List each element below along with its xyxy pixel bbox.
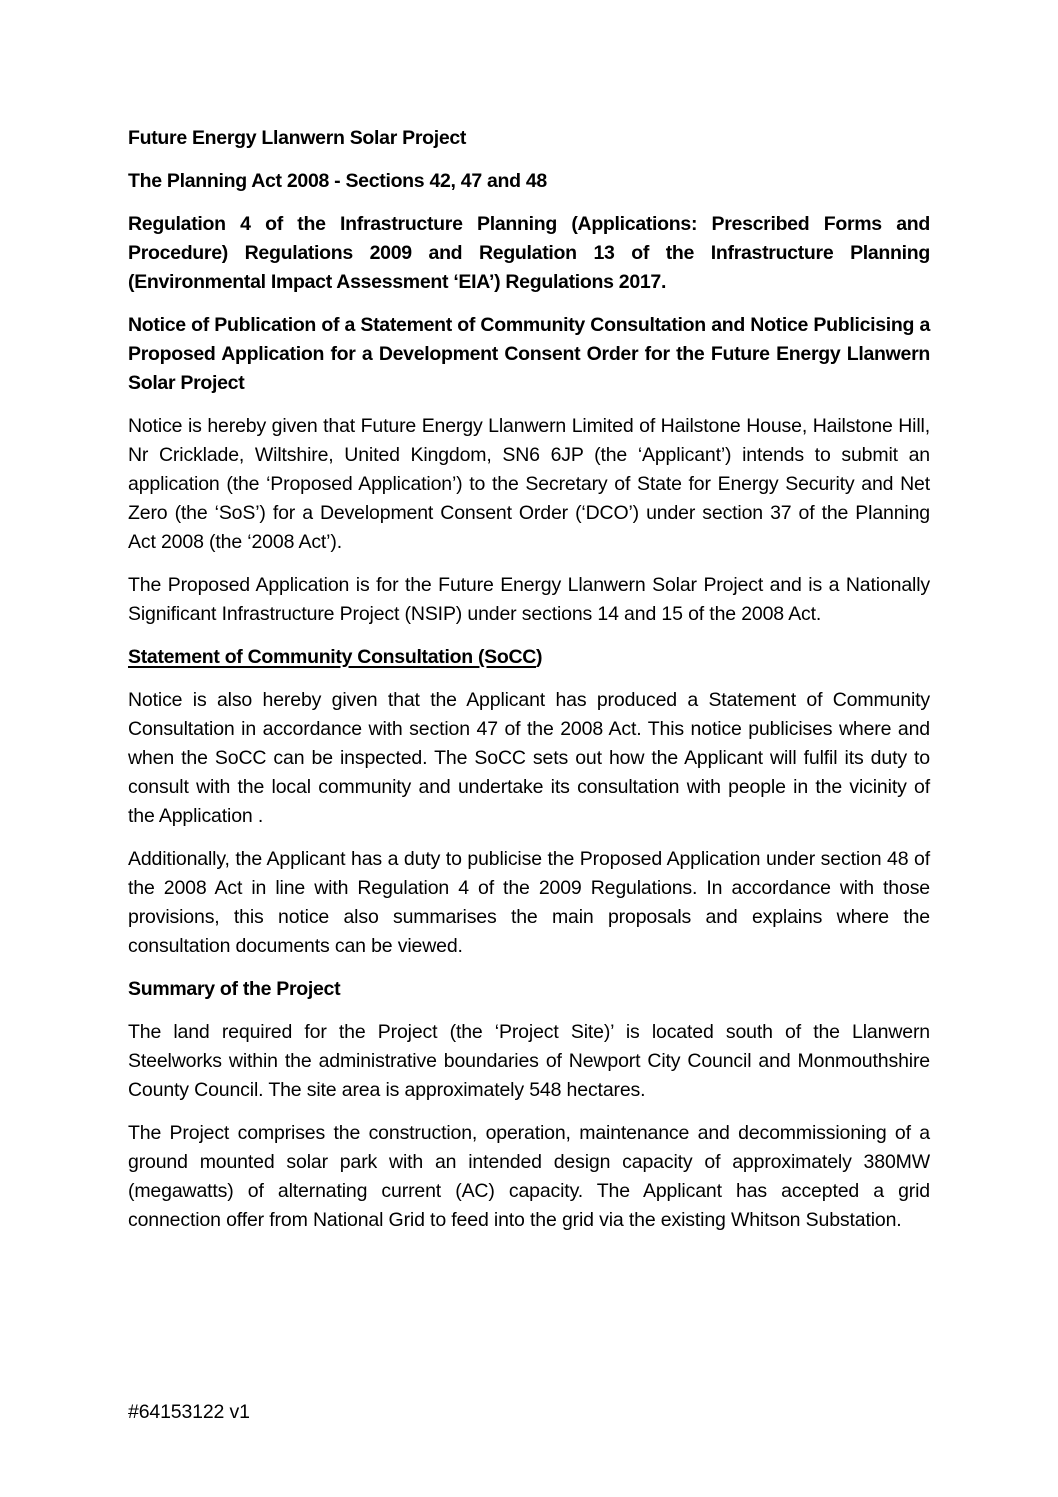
- planning-act-heading: The Planning Act 2008 - Sections 42, 47 and 48: [128, 170, 547, 192]
- paragraph-proposed-application: The Proposed Application is for the Future Energy Llanwern Solar Project and is a Nationally Significant Infrastructure Project (NSIP) under sections 14 and 15 of the 2008 Act.: [128, 574, 930, 625]
- document-title: Future Energy Llanwern Solar Project: [128, 127, 467, 149]
- notice-of-publication-heading: Notice of Publication of a Statement of Community Consultation and Notice Publicising a Proposed Application for a Development Consent Order for the Future Energy Llanwern Solar Project: [128, 314, 930, 394]
- summary-of-project-heading: Summary of the Project: [128, 978, 341, 1000]
- regulation-heading: Regulation 4 of the Infrastructure Planning (Applications: Prescribed Forms and Procedure) Regulations 2009 and Regulation 13 of the Infrastructure Planning (Environmental Impact Assessment ‘EIA’) Regulations 2017.: [128, 213, 930, 293]
- paragraph-publicise-duty: Additionally, the Applicant has a duty to publicise the Proposed Application under section 48 of the 2008 Act in line with Regulation 4 of the 2009 Regulations. In accordance with those provisions, this notice also summarises the main proposals and explains where the consultation documents can be viewed.: [128, 848, 930, 957]
- document-reference-footer: #64153122 v1: [128, 1401, 250, 1423]
- document-content: [128, 124, 930, 1249]
- socc-heading: [128, 643, 930, 672]
- paragraph-socc-produced: Notice is also hereby given that the Applicant has produced a Statement of Community Consultation in accordance with section 47 of the 2008 Act. This notice publicises where and when the SoCC can be inspected. The SoCC sets out how the Applicant will fulfil its duty to consult with the local community and undertake its consultation with people in the vicinity of the Application .: [128, 689, 930, 827]
- paragraph-project-site: The land required for the Project (the ‘Project Site)’ is located south of the Llanwern Steelworks within the administrative boundaries of Newport City Council and Monmouthshire County Council. The site area is approximately 548 hectares.: [128, 1021, 930, 1101]
- paragraph-notice-given: Notice is hereby given that Future Energy Llanwern Limited of Hailstone House, Hailstone Hill, Nr Cricklade, Wiltshire, United Kingdom, SN6 6JP (the ‘Applicant’) intends to submit an application (the ‘Proposed Application’) to the Secretary of State for Energy Security and Net Zero (the ‘SoS’) for a Development Consent Order (‘DCO’) under section 37 of the Planning Act 2008 (the ‘2008 Act’).: [128, 415, 930, 553]
- socc-heading-trailing-paren: ): [536, 646, 543, 668]
- socc-heading-underlined-text: Statement of Community Consultation (SoCC: [128, 646, 537, 668]
- paragraph-project-comprises: The Project comprises the construction, operation, maintenance and decommissioning of a ground mounted solar park with an intended design capacity of approximately 380MW (megawatts) of alternating current (AC) capacity. The Applicant has accepted a grid connection offer from National Grid to feed into the grid via the existing Whitson Substation.: [128, 1122, 930, 1231]
